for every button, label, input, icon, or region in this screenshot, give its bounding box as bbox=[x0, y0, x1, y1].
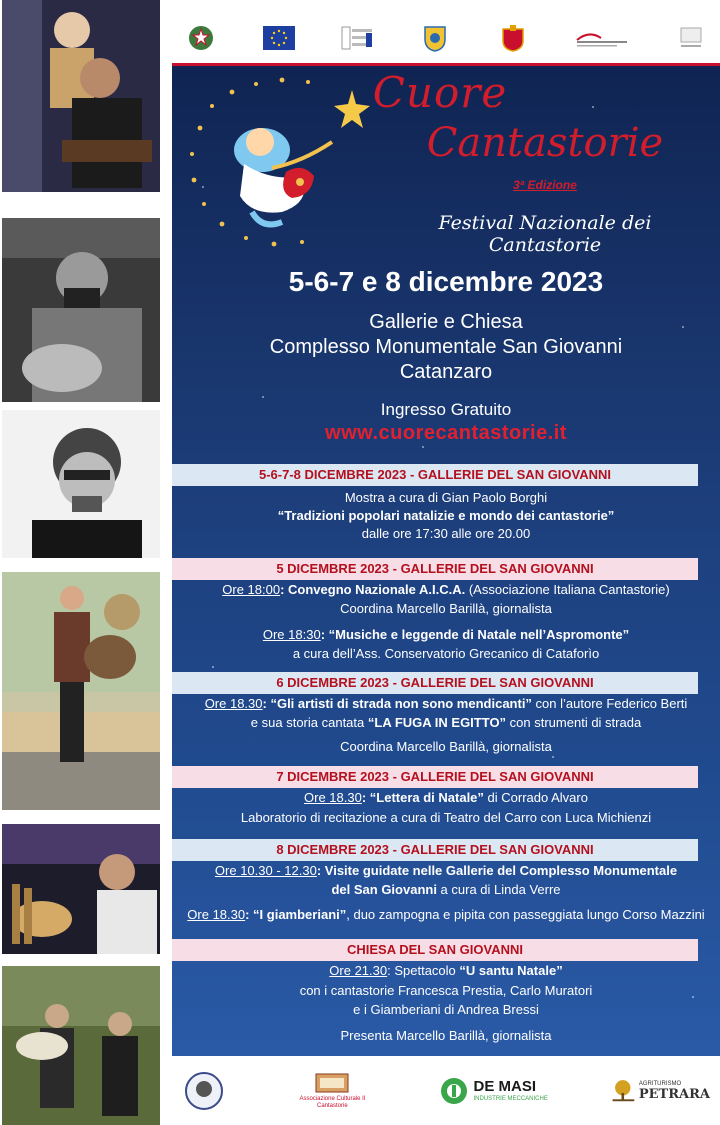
photo-bagpipe-player bbox=[2, 824, 160, 954]
dec7-event1-time: Ore 18.30 bbox=[304, 790, 362, 805]
dec5-event2-title: : “Musiche e leggende di Natale nell’Aspromonte” bbox=[320, 627, 630, 642]
festival-subtitle: Festival Nazionale dei Cantastorie bbox=[438, 212, 652, 256]
section-heading-dec8: 8 DICEMBRE 2023 - GALLERIE DEL SAN GIOVANNI bbox=[172, 839, 698, 861]
photo-guitarist-singer bbox=[2, 218, 160, 402]
venue-line2: Complesso Monumentale San Giovanni bbox=[269, 336, 623, 358]
church-event1-cast2: e i Giamberiani di Andrea Bressi bbox=[353, 1002, 539, 1017]
round-seal-logo-icon bbox=[182, 1069, 226, 1113]
venue-line1: Gallerie e Chiesa bbox=[369, 311, 523, 333]
photo-street-artist bbox=[2, 572, 160, 810]
section-heading-dec7: 7 DICEMBRE 2023 - GALLERIE DEL SAN GIOVANNI bbox=[172, 766, 698, 788]
dec6-event1-moderator: Coordina Marcello Barillà, giornalista bbox=[340, 739, 552, 754]
dec5-event1 bbox=[172, 581, 720, 599]
dec6-event1-time: Ore 18.30 bbox=[204, 696, 263, 711]
exhibition-curator: Mostra a cura di Gian Paolo Borghi bbox=[344, 490, 548, 505]
cohesion-policy-logo-icon bbox=[340, 21, 374, 55]
photo-folk-musicians bbox=[2, 966, 160, 1125]
sponsor-logo-row bbox=[176, 14, 716, 62]
dec8-event2 bbox=[172, 906, 720, 924]
dec6-line2-part3: con strumenti di strada bbox=[506, 715, 642, 730]
section-heading-dec6: 6 DICEMBRE 2023 - GALLERIE DEL SAN GIOVANNI bbox=[172, 672, 698, 694]
venue-block bbox=[172, 310, 720, 385]
dec5-event1-moderator: Coordina Marcello Barillà, giornalista bbox=[340, 601, 552, 616]
dec5-event1-time: Ore 18:00 bbox=[222, 582, 281, 597]
dec8-event2-rest: , duo zampogna e pipita con passeggiata lungo Corso Mazzini bbox=[346, 907, 705, 922]
dec5-event2 bbox=[172, 626, 720, 644]
event-dates: 5-6-7 e 8 dicembre 2023 bbox=[288, 266, 604, 297]
church-event1-cast: con i cantastorie Francesca Prestia, Carlo Muratori bbox=[299, 983, 593, 998]
photo-duo-performers bbox=[2, 0, 160, 192]
dec8-event1-title: : Visite guidate nelle Gallerie del Complesso Monumentale bbox=[316, 863, 678, 878]
dec5-event1-title: : Convegno Nazionale A.I.C.A. bbox=[280, 582, 466, 597]
dec8-event2-time: Ore 18.30 bbox=[187, 907, 246, 922]
partner-logo-row bbox=[172, 1060, 720, 1122]
association-il-cantastorie-logo bbox=[287, 1069, 377, 1113]
italian-republic-emblem-icon bbox=[184, 21, 218, 55]
exhibition-title-text: “Tradizioni popolari natalizie e mondo dei cantastorie” bbox=[277, 508, 615, 523]
dec7-event1-workshop: Laboratorio di recitazione a cura di Teatro del Carro con Luca Michienzi bbox=[240, 810, 652, 825]
dec8-event2-title: : “I giamberiani” bbox=[245, 907, 347, 922]
church-event1 bbox=[172, 962, 720, 980]
dec8-event1 bbox=[172, 862, 720, 880]
exhibition-title bbox=[172, 507, 720, 525]
church-event1-time: Ore 21.30 bbox=[329, 963, 388, 978]
church-event1-show: “U santu Natale” bbox=[459, 963, 563, 978]
edition-label: 3ª Edizione bbox=[513, 178, 577, 192]
dec5-event2-time: Ore 18:30 bbox=[262, 627, 321, 642]
dec7-event1-rest: di Corrado Alvaro bbox=[483, 790, 588, 805]
dec6-line2-part1: e sua storia cantata bbox=[250, 715, 368, 730]
catanzaro-city-emblem-icon bbox=[496, 21, 530, 55]
dec7-event1 bbox=[172, 789, 720, 807]
poster-title-line2: Cantastorie bbox=[426, 120, 664, 166]
venue-line3: Catanzaro bbox=[399, 361, 493, 383]
eu-flag-icon bbox=[262, 21, 296, 55]
dec5-event2-organizer: a cura dell’Ass. Conservatorio Grecanico di Cataforìo bbox=[292, 646, 600, 661]
cultural-association-logo-icon bbox=[674, 21, 708, 55]
association-name: Associazione Culturale Il Cantastorie bbox=[299, 1096, 366, 1109]
church-event1-host: Presenta Marcello Barillà, giornalista bbox=[340, 1028, 552, 1043]
section-heading-church: CHIESA DEL SAN GIOVANNI bbox=[172, 939, 698, 961]
agriturismo-label: AGRITURISMO bbox=[638, 1081, 682, 1087]
agriturismo-petrara-logo bbox=[610, 1069, 710, 1113]
dec8-line2-part1: del San Giovanni bbox=[331, 882, 437, 897]
dec5-event1-rest: (Associazione Italiana Cantastorie) bbox=[465, 582, 670, 597]
de-masi-name: DE MASI bbox=[473, 1078, 536, 1095]
section-heading-dec5: 5 DICEMBRE 2023 - GALLERIE DEL SAN GIOVANNI bbox=[172, 558, 698, 580]
chamber-of-commerce-logo-icon bbox=[574, 21, 630, 55]
website-link[interactable]: www.cuorecantastorie.it bbox=[325, 422, 567, 444]
dec8-event1-time: Ore 10.30 - 12.30 bbox=[214, 863, 317, 878]
dec8-line2-part2: a cura di Linda Verre bbox=[436, 882, 561, 897]
dec6-event1-line2 bbox=[172, 714, 720, 732]
free-entry-label: Ingresso Gratuito bbox=[380, 400, 512, 419]
de-masi-tagline: INDUSTRIE MECCANICHE bbox=[473, 1096, 548, 1102]
photo-man-with-glasses bbox=[2, 410, 160, 558]
dec6-event1-rest: con l’autore Federico Berti bbox=[531, 696, 688, 711]
exhibition-hours: dalle ore 17:30 alle ore 20.00 bbox=[361, 526, 531, 541]
calabria-region-emblem-icon bbox=[418, 21, 452, 55]
dec6-event1-title: : “Gli artisti di strada non sono mendicanti” bbox=[262, 696, 532, 711]
section-heading-exhibition: 5-6-7-8 DICEMBRE 2023 - GALLERIE DEL SAN GIOVANNI bbox=[172, 464, 698, 486]
church-event1-title: : Spettacolo bbox=[387, 963, 460, 978]
dec6-event1 bbox=[172, 695, 720, 713]
dec6-line2-part2: “LA FUGA IN EGITTO” bbox=[367, 715, 507, 730]
petrara-name: PETRARA bbox=[638, 1087, 710, 1102]
poster-title-line1: Cuore bbox=[372, 68, 508, 117]
dec8-event1-line2 bbox=[172, 881, 720, 899]
dec7-event1-title: : “Lettera di Natale” bbox=[361, 790, 484, 805]
de-masi-logo bbox=[439, 1069, 549, 1113]
